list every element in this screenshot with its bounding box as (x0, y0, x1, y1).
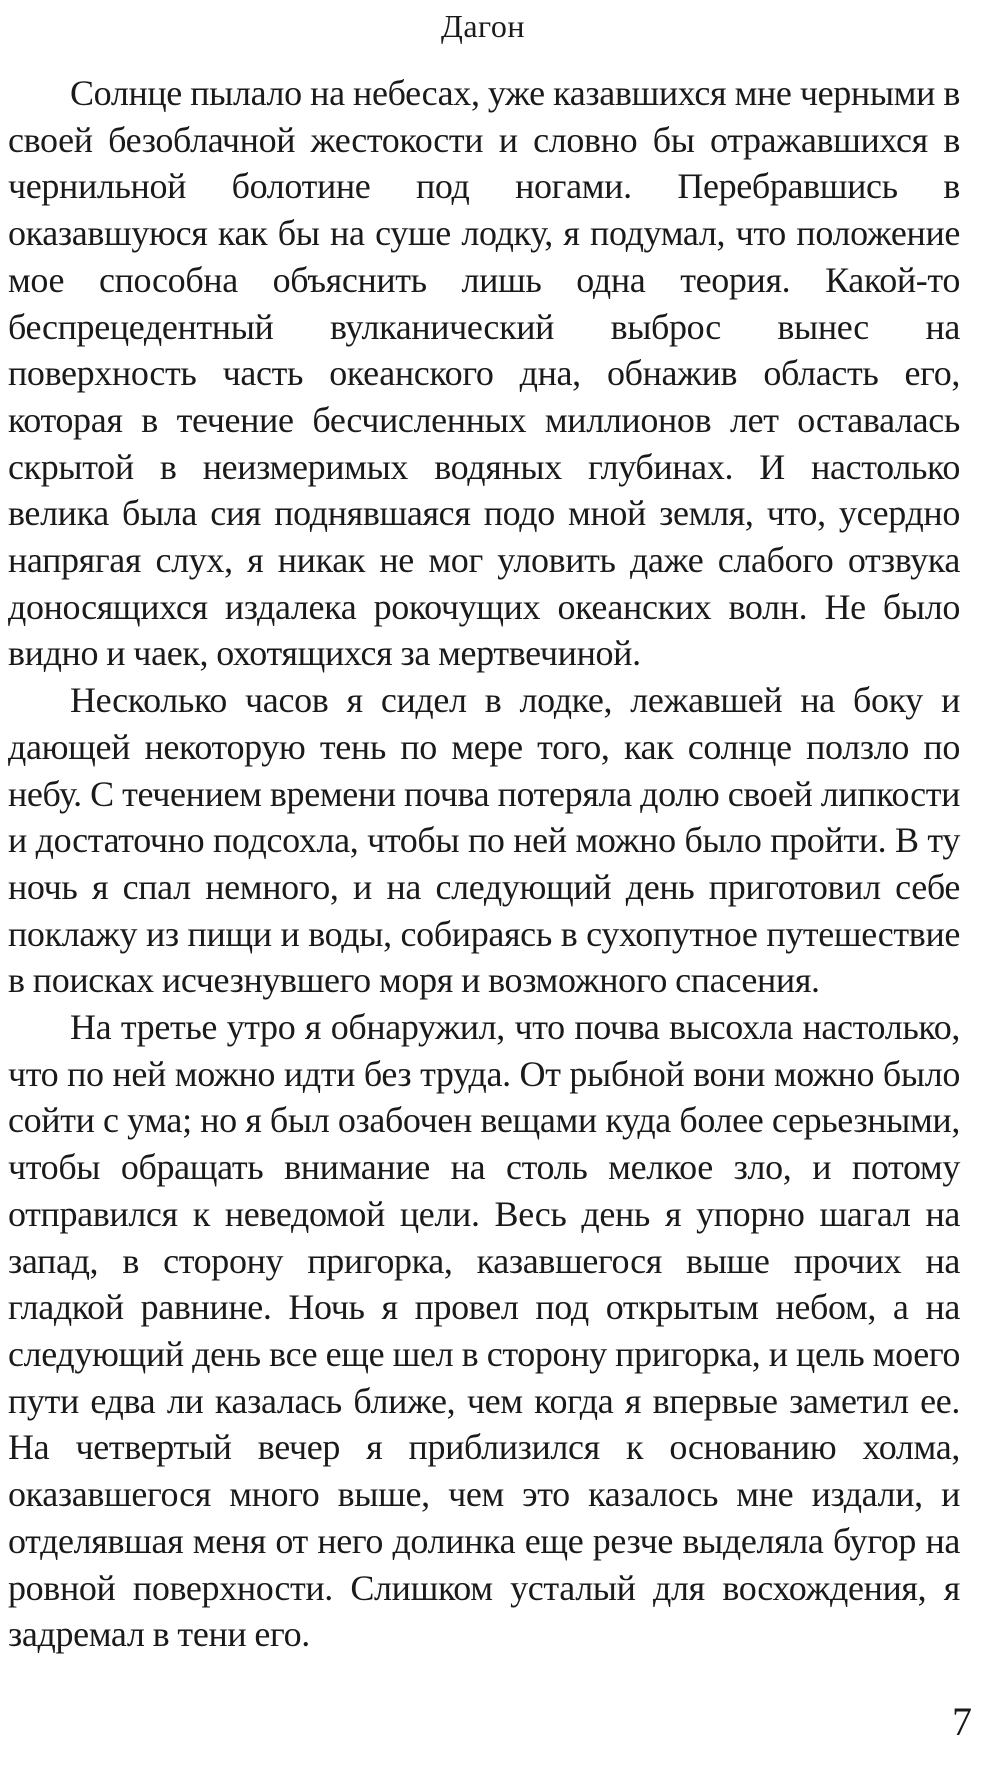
paragraph-1: Солнце пылало на небесах, уже казавшихся мне черными в своей безоблачной жестокости и словно бы отражавшихся в чернильной болотине под ногами. Перебравшись в оказавшуюся как бы на суше лодку, я подумал, что положение мое способна объяснить лишь одна теория. Какой-то беспрецедентный вулканический выброс вынес на поверхность часть океанского дна, обнажив область его, которая в течение бесчисленных миллионов лет оставалась скрытой в неизмеримых водяных глубинах. И настолько велика была сия поднявшаяся подо мной земля, что, усердно напрягая слух, я никак не мог уловить даже слабого отзвука доносящихся издалека рокочущих океанских волн. Не было видно и чаек, охотящихся за мертвечиной. (8, 73, 960, 674)
running-header: Дагон (441, 8, 525, 44)
paragraph-2: Несколько часов я сидел в лодке, лежавшей на боку и дающей некоторую тень по мере того, как солнце ползло по небу. С течением времени почва потеряла долю своей липкости и достаточно подсохла, чтобы по ней можно было пройти. В ту ночь я спал немного, и на следующий день приготовил себе поклажу из пищи и воды, собираясь в сухопутное путешествие в поисках исчезнувшего моря и возможного спасения. (8, 680, 960, 1001)
page-body (8, 70, 960, 1658)
paragraph-3: На третье утро я обнаружил, что почва высохла настолько, что по ней можно идти без труда. От рыбной вони можно было сойти с ума; но я был озабочен вещами куда более серьезными, чтобы обращать внимание на столь мелкое зло, и потому отправился к неведомой цели. Весь день я упорно шагал на запад, в сторону пригорка, казавшегося выше прочих на гладкой равнине. Ночь я провел под открытым небом, а на следующий день все еще шел в сторону пригорка, и цель моего пути едва ли казалась ближе, чем когда я впервые заметил ее. На четвертый вечер я приблизился к основанию холма, оказавшегося много выше, чем это казалось мне издали, и отделявшая меня от него долинка еще резче выделяла бугор на ровной поверхности. Слишком усталый для восхождения, я задремал в тени его. (8, 1007, 960, 1655)
page-number: 7 (952, 1699, 972, 1744)
